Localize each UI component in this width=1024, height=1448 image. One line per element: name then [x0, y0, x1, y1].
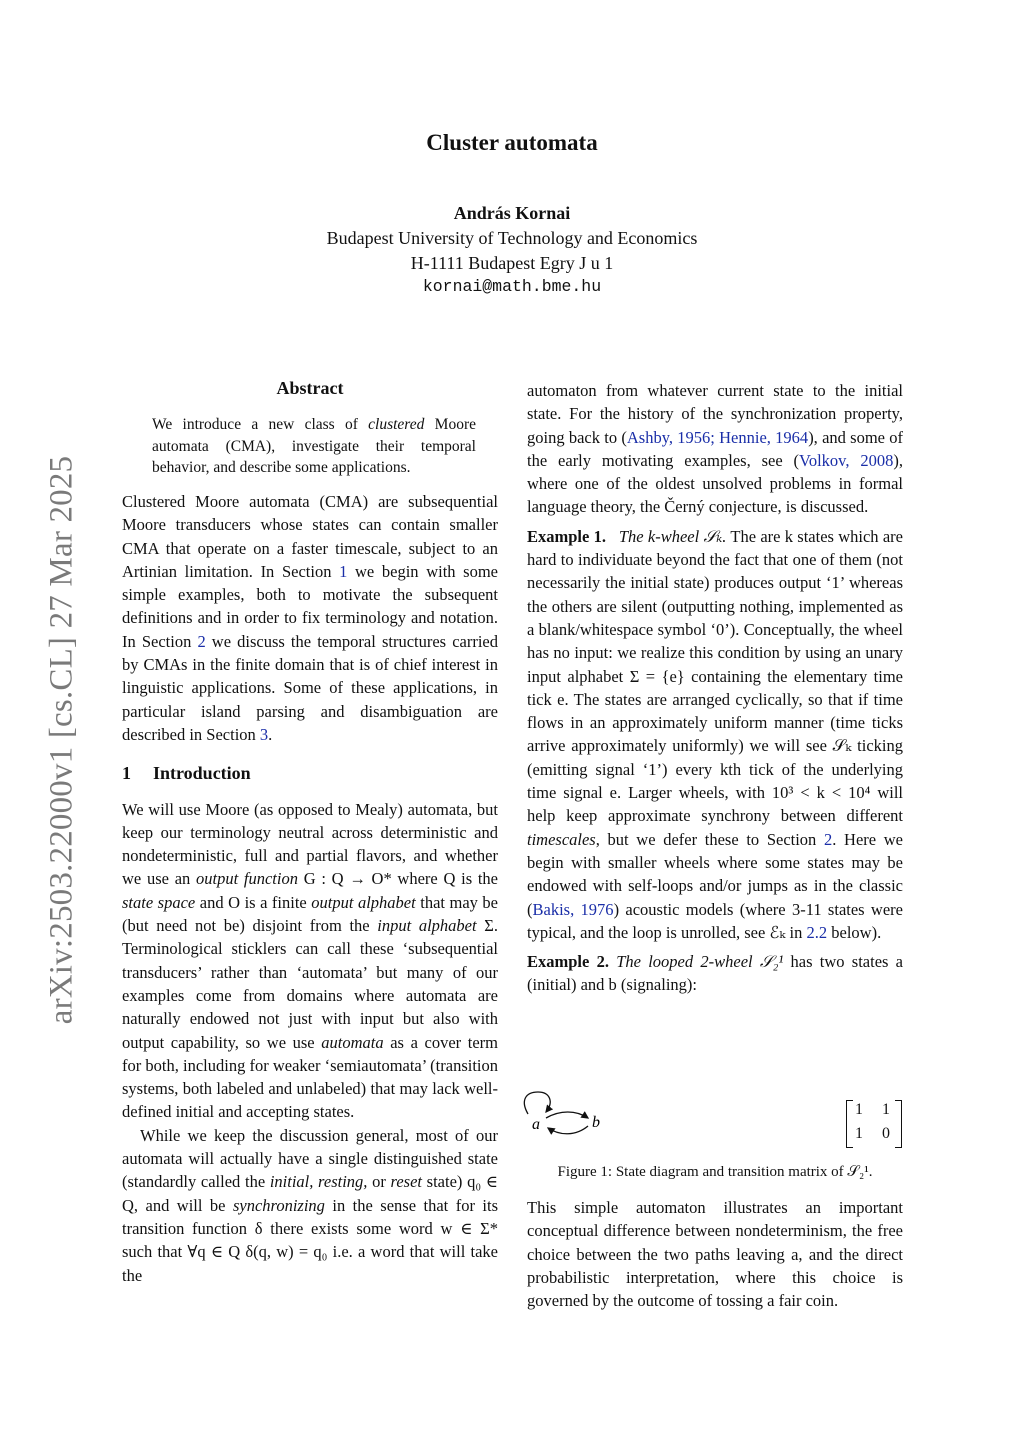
section-ref-2-2[interactable]: 2.2 — [806, 922, 828, 942]
section-ref-2[interactable]: 2 — [197, 631, 206, 651]
intro-paragraph-1: We will use Moore (as opposed to Mealy) automata, but keep our terminology neutral across deterministic and nondeterministic, full and partial flavors, and whether we use an output function G : Q → O* where Q is the state space and O is a finite output alphabet that may be (but need not be) disjoint from the input alphabet Σ. Terminological sticklers can call these ‘subsequential transducers’ rather than ‘automata’ but many of our examples come from domains where automata are naturally endowed not just with input but also with output capability, so we use automata as a cover term for both, including for weaker ‘semiautomata’ (transition systems, both labeled and unlabeled) that may lack well-defined initial and accepting states. — [122, 799, 499, 1122]
section-heading-introduction: 1 Introduction — [122, 763, 251, 784]
affiliation-line-1: Budapest University of Technology and Economics — [326, 228, 698, 248]
example-2: Example 2. The looped 2-wheel 𝒮₂¹ has two states a (initial) and b (signaling): — [527, 952, 904, 995]
affiliation-line-2: H-1111 Budapest Egry J u 1 — [410, 253, 614, 273]
self-loop-arrow — [524, 1092, 550, 1114]
state-diagram — [520, 1088, 610, 1140]
transition-matrix — [846, 1100, 902, 1150]
example-2-label: Example 2. — [527, 952, 609, 972]
abstract-heading: Abstract — [276, 378, 344, 398]
author-name: András Kornai — [453, 203, 571, 223]
citation-ashby-hennie[interactable]: Ashby, 1956; Hennie, 1964 — [626, 427, 809, 447]
citation-bakis[interactable]: Bakis, 1976 — [532, 899, 614, 919]
paper-title: Cluster automata — [426, 130, 598, 155]
matrix-cell: 1 — [855, 1101, 863, 1118]
matrix-cell: 1 — [855, 1125, 863, 1142]
example-1: Example 1. The k-wheel 𝒮ₖ. The are k states which are hard to individuate beyond the fact that one of them (not necessarily the initial state) produces output ‘1’ whereas the others are silent (outputting nothing, implemented as a blank/whitespace symbol ‘0’). Conceptually, the wheel has no input: we realize this condition by using an unary input alphabet Σ = {e} containing the elementary time tick e. The states are arranged cyclically, so that if time flows in an approximately uniform manner (time ticks arrive approximately uniformly) we will see 𝒮ₖ ticking (emitting signal ‘1’) every kth tick of the underlying time signal e. Larger wheels, with 10³ < k < 10⁴ will help keep approximate synchrony between different timescales, but we defer these to Section 2. Here we begin with smaller wheels where some states may be endowed with self-loops and/or jumps as in the classic (Bakis, 1976) acoustic models (where 3-11 states were typical, and the loop is unrolled, see ℰₖ in 2.2 below). — [527, 526, 903, 942]
right-column — [527, 379, 903, 997]
transition-a-to-b-arrow — [546, 1112, 588, 1118]
abstract-text: We introduce a new class of clustered Moore automata (CMA), investigate their temporal behavior, and describe some applications. — [152, 416, 476, 476]
citation-volkov[interactable]: Volkov, 2008 — [799, 450, 894, 470]
example-1-label: Example 1. — [527, 526, 606, 546]
node-b: b — [592, 1114, 600, 1131]
closing-paragraph-text: This simple automaton illustrates an important conceptual difference between nondeterminism, the free choice between the two paths leaving a, and the direct probabilistic interpretation, where this choice is governed by the outcome of tossing a fair coin. — [527, 1198, 903, 1311]
intro-paragraph: Clustered Moore automata (CMA) are subsequential Moore transducers whose states can contain smaller CMA that operate on a faster timescale, subject to an Artinian limitation. In Section 1 we begin with some simple examples, both to motivate the subsequent definitions and in order to fix terminology and notation. In Section 2 we discuss the temporal structures carried by CMAs in the finite domain that is of chief interest in linguistic applications. Some of these applications, in particular island parsing and disambiguation are described in Section 3. — [122, 492, 499, 744]
matrix-cell: 0 — [882, 1125, 890, 1142]
author-email[interactable]: kornai@math.bme.hu — [422, 277, 602, 296]
section-ref-3[interactable]: 3 — [259, 724, 269, 744]
matrix-cell: 1 — [882, 1101, 890, 1118]
intro-paragraph-2: While we keep the discussion general, most of our automata will actually have a single distinguished state (standardly called the initial, resting, or reset state) q₀ ∈ Q, and will be synchronizing in the sense that for its transition function δ there exists some word w ∈ Σ* such that ∀q ∈ Q δ(q, w) = q₀ i.e. a word that will take the — [122, 1125, 498, 1285]
continued-paragraph: automaton from whatever current state to the initial state. For the history of the synchronization property, going back to (Ashby, 1956; Hennie, 1964), and some of the early motivating examples, see (Volkov, 2008), where one of the oldest unsolved problems in formal language theory, the Černý conjecture, is discussed. — [527, 381, 904, 517]
transition-b-to-a-arrow — [548, 1126, 588, 1134]
node-a: a — [532, 1116, 540, 1133]
figure-1-caption: Figure 1: State diagram and transition matrix of 𝒮₂¹. — [557, 1164, 873, 1180]
closing-paragraph — [527, 1196, 903, 1312]
section-ref-2-inline[interactable]: 2 — [823, 829, 833, 849]
section-ref-1[interactable]: 1 — [339, 561, 348, 581]
left-column — [122, 490, 498, 1287]
arxiv-identifier: arXiv:2503.22000v1 [cs.CL] 27 Mar 2025 — [43, 455, 80, 1025]
